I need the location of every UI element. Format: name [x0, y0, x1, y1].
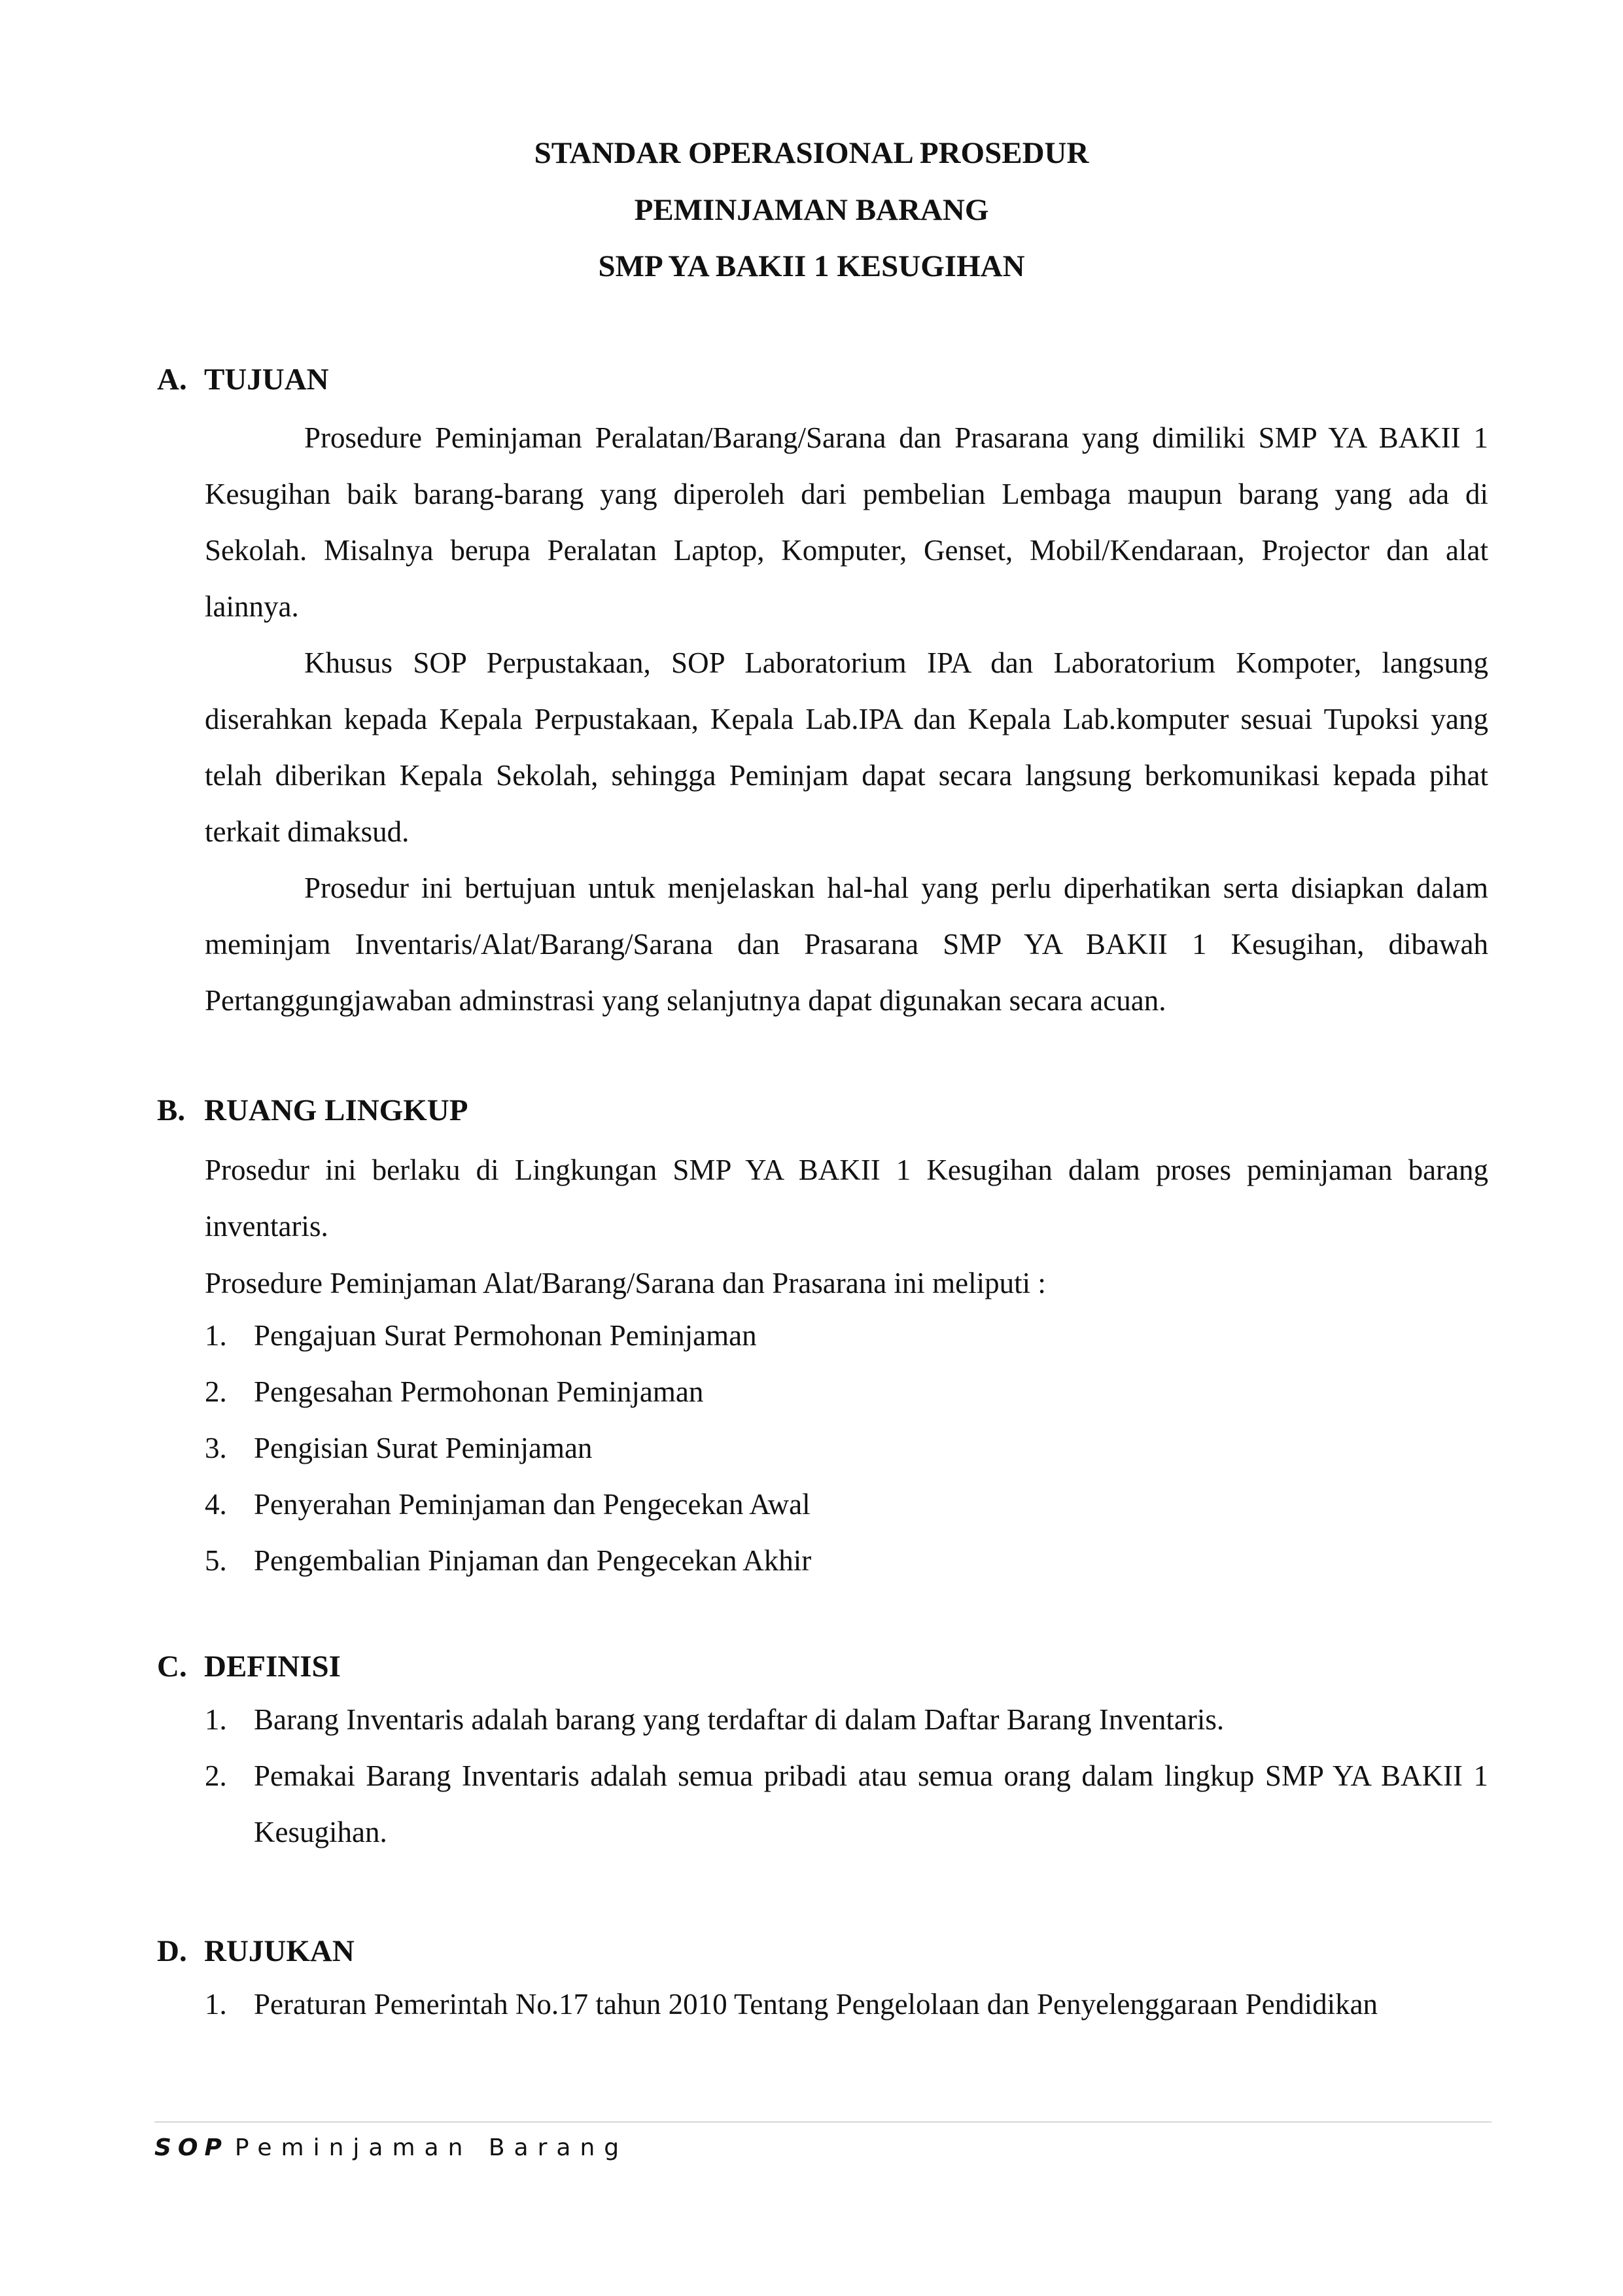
document-title: STANDAR OPERASIONAL PROSEDUR	[534, 136, 1089, 170]
list-text: Pemakai Barang Inventaris adalah semua pribadi atau semua orang dalam lingkup SMP YA BAKII 1 Kesugihan.	[254, 1759, 1488, 1848]
tujuan-paragraph-3: Prosedur ini bertujuan untuk menjelaskan hal-hal yang perlu diperhatikan serta disiapkan dalam meminjam Inventaris/Alat/Barang/Sarana dan Prasarana SMP YA BAKII 1 Kesugihan, dibawah Pertanggungjawaban adminstrasi yang selanjutnya dapat digunakan secara acuan.	[205, 872, 1488, 1017]
ruang-lingkup-paragraph-1: Prosedur ini berlaku di Lingkungan SMP YA BAKII 1 Kesugihan dalam proses peminjaman barang inventaris.	[205, 1154, 1488, 1243]
tujuan-paragraph-1: Prosedure Peminjaman Peralatan/Barang/Sarana dan Prasarana yang dimiliki SMP YA BAKII 1 Kesugihan baik barang-barang yang diperoleh dari pembelian Lembaga maupun barang yang ada di Sekolah. Misalnya berupa Peralatan Laptop, Komputer, Genset, Mobil/Kendaraan, Projector dan alat lainnya.	[205, 421, 1488, 623]
list-number: 1.	[205, 1319, 227, 1352]
list-item	[205, 1420, 1488, 1476]
section-letter: B.	[157, 1093, 186, 1127]
tujuan-paragraph-2: Khusus SOP Perpustakaan, SOP Laboratorium IPA dan Laboratorium Kompoter, langsung diserahkan kepada Kepala Perpustakaan, Kepala Lab.IPA dan Kepala Lab.komputer sesuai Tupoksi yang telah diberikan Kepala Sekolah, sehingga Peminjam dapat secara langsung berkomunikasi kepada pihat terkait dimaksud.	[205, 646, 1488, 848]
list-number: 1.	[205, 1988, 227, 2021]
section-title: RUJUKAN	[204, 1934, 355, 1968]
list-number: 1.	[205, 1703, 227, 1736]
footer-divider	[154, 2121, 1492, 2123]
list-text: Pengesahan Permohonan Peminjaman	[254, 1375, 704, 1408]
list-number: 2.	[205, 1759, 227, 1792]
section-heading-definisi	[157, 1649, 341, 1684]
section-heading-ruang-lingkup	[157, 1093, 468, 1128]
list-item	[205, 1691, 1488, 1748]
list-text: Pengajuan Surat Permohonan Peminjaman	[254, 1319, 757, 1352]
list-text: Peraturan Pemerintah No.17 tahun 2010 Tentang Pengelolaan dan Penyelenggaraan Pendidikan	[254, 1988, 1378, 2021]
page-footer	[154, 2134, 628, 2161]
list-item	[205, 1532, 1488, 1589]
list-number: 3.	[205, 1432, 227, 1464]
list-number: 5.	[205, 1544, 227, 1577]
list-text: Pengembalian Pinjaman dan Pengecekan Akhir	[254, 1544, 812, 1577]
list-number: 2.	[205, 1375, 227, 1408]
list-text: Barang Inventaris adalah barang yang terdaftar di dalam Daftar Barang Inventaris.	[254, 1703, 1225, 1736]
ruang-lingkup-paragraph-2: Prosedure Peminjaman Alat/Barang/Sarana dan Prasarana ini meliputi :	[205, 1267, 1046, 1299]
list-text: Penyerahan Peminjaman dan Pengecekan Awal	[254, 1488, 811, 1521]
section-letter: D.	[157, 1934, 187, 1968]
section-letter: C.	[157, 1650, 187, 1684]
section-heading-tujuan	[157, 362, 329, 397]
list-number: 4.	[205, 1488, 227, 1521]
footer-sop-label: SOP	[154, 2134, 228, 2161]
school-name: SMP YA BAKII 1 KESUGIHAN	[598, 249, 1025, 283]
document-subtitle: PEMINJAMAN BARANG	[634, 193, 989, 227]
list-item	[205, 1748, 1488, 1860]
section-heading-rujukan	[157, 1934, 355, 1969]
footer-text: Peminjaman Barang	[234, 2134, 629, 2161]
section-title: TUJUAN	[204, 362, 329, 397]
list-text: Pengisian Surat Peminjaman	[254, 1432, 593, 1464]
section-title: RUANG LINGKUP	[204, 1093, 468, 1127]
list-item	[205, 1307, 1488, 1364]
section-title: DEFINISI	[204, 1650, 341, 1684]
list-item	[205, 1364, 1488, 1420]
section-letter: A.	[157, 362, 187, 397]
list-item	[205, 1476, 1488, 1532]
list-item	[205, 1976, 1488, 2032]
